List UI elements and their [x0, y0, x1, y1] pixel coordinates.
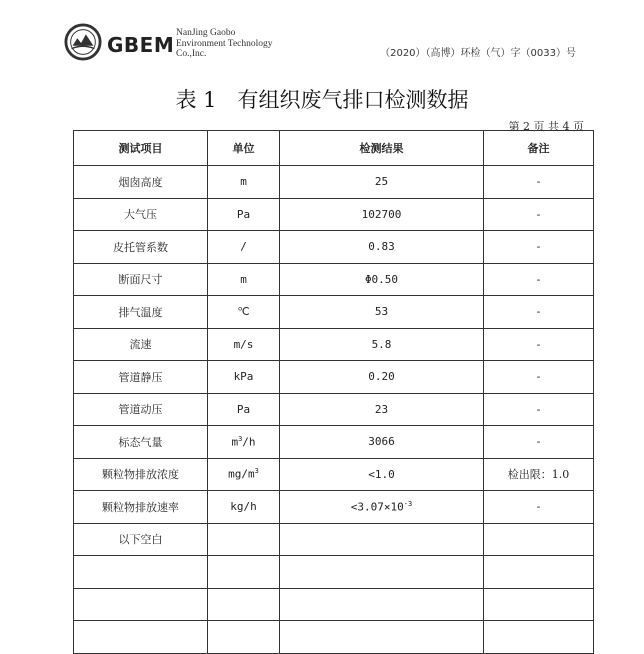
company-line: Environment Technology: [176, 38, 273, 49]
cell-note: -: [484, 198, 594, 231]
cell-item: 颗粒物排放浓度: [74, 458, 208, 491]
cell-result: 53: [280, 296, 484, 329]
cell-note: -: [484, 231, 594, 264]
table-row: [74, 621, 594, 654]
cell-unit: [208, 556, 280, 589]
unit-superscript: 3: [238, 434, 243, 443]
table-row: [74, 393, 594, 426]
unit-superscript: 3: [254, 467, 259, 476]
cell-unit: [208, 523, 280, 556]
table-row: [74, 491, 594, 524]
cell-item: [74, 621, 208, 654]
cell-note: -: [484, 361, 594, 394]
unit-tail: /h: [242, 435, 256, 449]
page-indicator: 第 2 页 共 4 页: [508, 120, 584, 133]
cell-result: 102700: [280, 198, 484, 231]
cell-result: <1.0: [280, 458, 484, 491]
cell-result: 0.83: [280, 231, 484, 264]
table-row: [74, 458, 594, 491]
cell-item: [74, 556, 208, 589]
cell-unit: [208, 426, 280, 459]
cell-note: -: [484, 491, 594, 524]
cell-item: 大气压: [74, 198, 208, 231]
cell-note: -: [484, 263, 594, 296]
cell-result: [280, 588, 484, 621]
cell-unit: m: [208, 263, 280, 296]
table-row: [74, 523, 594, 556]
cell-result: [280, 556, 484, 589]
cell-note: -: [484, 328, 594, 361]
column-header: 备注: [484, 131, 594, 166]
result-exponent: -3: [403, 499, 413, 508]
cell-unit: [208, 588, 280, 621]
table-row: [74, 361, 594, 394]
column-header: 单位: [208, 131, 280, 166]
table-row: [74, 426, 594, 459]
cell-unit: kPa: [208, 361, 280, 394]
cell-unit: ℃: [208, 296, 280, 329]
cell-result: [280, 621, 484, 654]
table-row: [74, 231, 594, 264]
company-line: NanJing Gaobo: [176, 28, 236, 38]
cell-unit: Pa: [208, 393, 280, 426]
logo-text: GBEM: [107, 33, 175, 57]
cell-item: 管道动压: [74, 393, 208, 426]
report-header: [0, 0, 644, 80]
cell-note: [484, 523, 594, 556]
table-row: [74, 263, 594, 296]
cell-result: 0.20: [280, 361, 484, 394]
cell-item: 流速: [74, 328, 208, 361]
table-row: [74, 556, 594, 589]
table-title: 表 1 有组织废气排口检测数据: [175, 88, 469, 112]
cell-result: 23: [280, 393, 484, 426]
cell-unit: m/s: [208, 328, 280, 361]
table-row: [74, 166, 594, 199]
cell-item: 标态气量: [74, 426, 208, 459]
cell-note: [484, 621, 594, 654]
company-name: [176, 28, 273, 60]
column-header: 检测结果: [280, 131, 484, 166]
cell-unit: [208, 621, 280, 654]
table-row: [74, 198, 594, 231]
cell-unit: [208, 458, 280, 491]
cell-item: 断面尺寸: [74, 263, 208, 296]
table-header-row: [74, 131, 594, 166]
table-row: [74, 588, 594, 621]
cell-note: -: [484, 296, 594, 329]
cell-unit: m: [208, 166, 280, 199]
report-number: （2020）（高博）环检（气）字（0033）号: [380, 48, 576, 59]
cell-result: 25: [280, 166, 484, 199]
cell-note: [484, 556, 594, 589]
cell-result: 3066: [280, 426, 484, 459]
cell-result: [280, 491, 484, 524]
cell-note: [484, 588, 594, 621]
cell-item: 以下空白: [74, 523, 208, 556]
cell-note: -: [484, 166, 594, 199]
cell-note: -: [484, 393, 594, 426]
cell-result: [280, 523, 484, 556]
emission-data-table: [73, 130, 594, 654]
cell-item: 皮托管系数: [74, 231, 208, 264]
cell-item: 颗粒物排放速率: [74, 491, 208, 524]
cell-item: 排气温度: [74, 296, 208, 329]
cell-unit: Pa: [208, 198, 280, 231]
cell-item: 管道静压: [74, 361, 208, 394]
cell-item: 烟囱高度: [74, 166, 208, 199]
cell-unit: kg/h: [208, 491, 280, 524]
table-row: [74, 328, 594, 361]
cell-note: -: [484, 426, 594, 459]
gbem-logo-emblem: [64, 23, 102, 61]
cell-unit: /: [208, 231, 280, 264]
result-base: <3.07×10: [350, 500, 404, 514]
cell-note: 检出限：1.0: [484, 458, 594, 491]
cell-result: Φ0.50: [280, 263, 484, 296]
unit-base: mg/m: [228, 468, 255, 482]
column-header: 测试项目: [74, 131, 208, 166]
unit-base: m: [231, 435, 239, 449]
company-line: Co.,Inc.: [176, 49, 207, 59]
cell-item: [74, 588, 208, 621]
cell-result: 5.8: [280, 328, 484, 361]
table-row: [74, 296, 594, 329]
